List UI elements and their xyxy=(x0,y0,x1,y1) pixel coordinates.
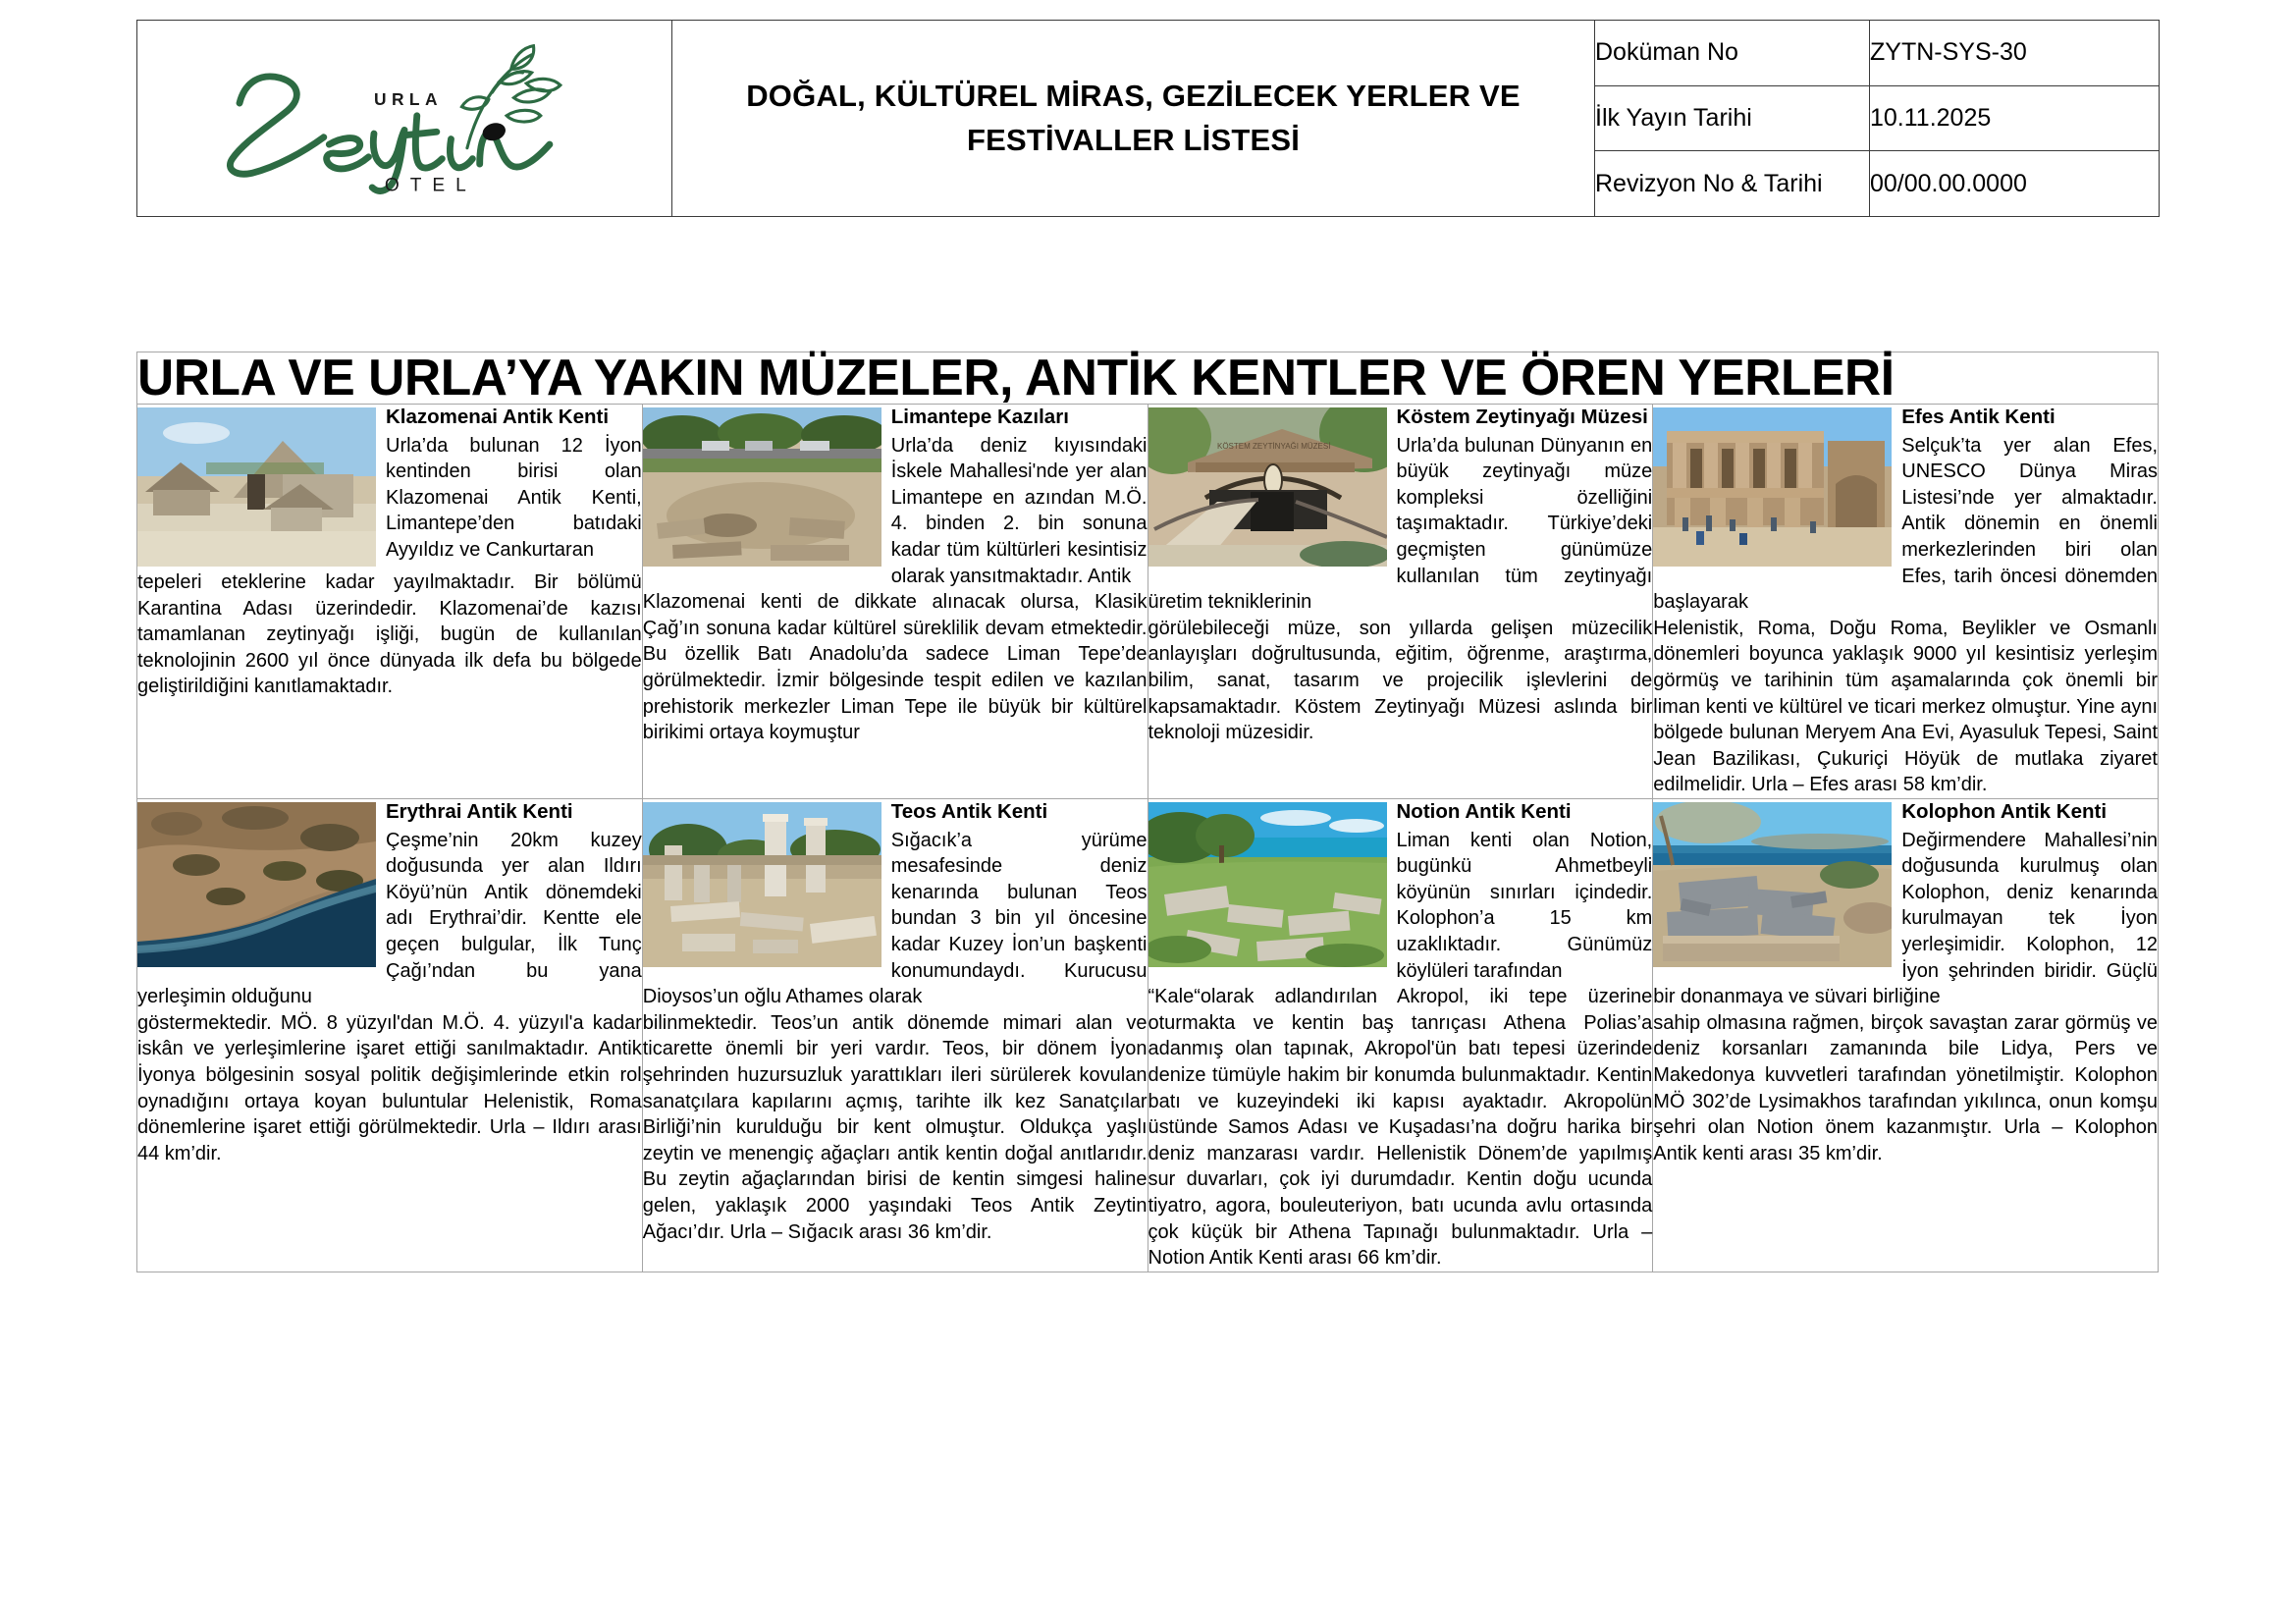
section-banner-cell xyxy=(137,352,2159,405)
entry-rest: bilinmektedir. Teos’un antik dönemde mimari alan ve ticarette önemli bir yeri vardır. Teos, bir dönem İyon şehrinden huzursuzluk yarattıkları ileri sürülerek kovulan sanatçılara kapılarını açmış, tarihte ilk kez Sanatçılar Birliği’nin kurulduğu bir kent olmuştur. Oldukça yaşlı zeytin ve menengiç ağaçları antik kentin doğal anıtlarıdır. Bu zeytin ağaçlarından birisi de kentin simgesi haline gelen, yaklaşık 2000 yaşındaki Teos Antik Zeytin Ağacı’dır. Urla – Sığacık arası 36 km’dir. xyxy=(642,1011,1148,1243)
entry-title: Notion Antik Kenti xyxy=(1396,799,1572,823)
entry-kolophon xyxy=(1653,798,2159,1272)
table-row xyxy=(137,798,2159,1272)
notion-photo xyxy=(1148,802,1387,967)
entry-title: Efes Antik Kenti xyxy=(1901,406,2056,428)
svg-text:KÖSTEM ZEYTİNYAĞI MÜZESİ: KÖSTEM ZEYTİNYAĞI MÜZESİ xyxy=(1216,442,1330,451)
logo-otel-text: OTEL xyxy=(384,175,477,196)
meta-value-revizyon-no: 00/00.00.0000 xyxy=(1870,151,2160,217)
section-title: URLA VE URLA’YA YAKIN MÜZELER, ANTİK KENTLER VE ÖREN YERLERİ xyxy=(137,350,1895,406)
klazomenai-photo xyxy=(137,407,376,567)
kolophon-photo xyxy=(1653,802,1892,967)
entry-teos xyxy=(642,798,1148,1272)
erythrai-photo-icon xyxy=(137,802,376,967)
kostem-museum-photo xyxy=(1148,407,1387,567)
entry-intro: Çeşme’nin 20km kuzey doğusunda yer alan Ildırı Köyü’nün Antik dönemdeki adı Erythrai’dir. Kentte ele geçen bulgular, İlk Tunç Çağı’ndan bu yana yerleşimin olduğunu xyxy=(137,829,642,1008)
entry-intro: Sığacık’a yürüme mesafesinde deniz kenarında bulunan Teos bundan 3 bin yıl öncesine kadar Kuzey İon’un başkenti konumundaydı. Kurucusu Dioysos’un oğlu Athames olarak xyxy=(642,829,1148,1008)
limantepe-photo-icon xyxy=(643,407,881,567)
entry-title: Klazomenai Antik Kenti xyxy=(386,406,610,428)
entry-rest: göstermektedir. MÖ. 8 yüzyıl'dan M.Ö. 4. yüzyıl'a kadar iskân ve yerleşimlerine işaret ettiği sanılmaktadır. Antik İyonya bölgesinin sosyal politik değişimlerinde etkin rol oynadığını ortaya koyan buluntular Helenistik, Roma dönemlerine işaret ettiği görülmektedir. Urla – Ildırı arası 44 km’dir. xyxy=(137,1011,642,1164)
entry-intro: Liman kenti olan Notion, bugünkü Ahmetbeyli köyünün sınırları içindedir. Kolophon’a 15 km uzaklıktadır. Günümüz köylüleri tarafından xyxy=(1396,829,1653,982)
limantepe-photo xyxy=(643,407,881,567)
entry-rest: Klazomenai kenti de dikkate alınacak olursa, Klasik Çağ’ın sonuna kadar kültürel süreklilik devam etmektedir. Bu özellik Batı Anadolu’da sadece Liman Tepe’de görülmektedir. İzmir bölgesinde tespit edilen ve kazılan prehistorik merkezler Liman Tepe ile büyük bir kültürel birikimi ortaya koymuştur xyxy=(642,591,1148,744)
efes-photo xyxy=(1653,407,1892,567)
erythrai-photo xyxy=(137,802,376,967)
entry-limantepe xyxy=(642,405,1148,799)
entry-erythrai xyxy=(137,798,643,1272)
meta-label-dokuman-no: Doküman No xyxy=(1595,21,1870,86)
hotel-logo xyxy=(137,27,671,210)
entry-rest: Helenistik, Roma, Doğu Roma, Beylikler ve Osmanlı dönemleri boyunca yaklaşık 9000 yıl kesintisiz yerleşim görmüş ve tarihinin tüm aşamalarında çok önemli bir liman kenti ve kültürel ve ticari merkez olmuştur. Yine aynı bölgede bulunan Meryem Ana Evi, Ayasuluk Tepesi, Saint Jean Bazilikası, Çukuriçi Höyük de mutlaka ziyaret edilmelidir. Urla – Efes arası 58 km’dir. xyxy=(1653,617,2158,796)
places-table xyxy=(136,352,2159,1272)
entry-klazomenai xyxy=(137,405,643,799)
teos-photo xyxy=(643,802,881,967)
section-banner-row xyxy=(137,352,2159,405)
entry-efes xyxy=(1653,405,2159,799)
entry-intro: Urla’da deniz kıyısındaki İskele Mahallesi'nde yer alan Limantepe en azından M.Ö. 4. binden 2. bin sonuna kadar tüm kültürleri kesintisiz olarak yansıtmaktadır. Antik xyxy=(890,434,1148,587)
kolophon-photo-icon xyxy=(1653,802,1892,967)
entry-rest: sahip olmasına rağmen, birçok savaştan zarar görmüş ve deniz korsanları zamanında bile Lidya, Pers ve Makedonya kuvvetleri tarafından yönetilmiştir. Kolophon MÖ 302’de Lysimakhos tarafından yıkılınca, onun komşu şehri olan Notion önem kazanmıştır. Urla – Kolophon Antik kenti arası 35 km’dir. xyxy=(1653,1011,2158,1164)
document-header-table xyxy=(136,20,2160,217)
logo-cell xyxy=(137,21,672,217)
table-row xyxy=(137,405,2159,799)
kostem-museum-photo-icon xyxy=(1148,407,1387,567)
entry-title: Limantepe Kazıları xyxy=(890,406,1069,428)
zeytin-otel-logo-icon xyxy=(198,27,611,200)
entry-rest: görülebileceği müze, son yıllarda gelişen müzecilik anlayışları doğrultusunda, eğitim, öğrenme, araştırma, bilim, sanat, tasarım ve projecilik işlevlerini de kapsamaktadır. Köstem Zeytinyağı Müzesi aslında bir teknoloji müzesidir. xyxy=(1148,617,1653,744)
entry-title: Kolophon Antik Kenti xyxy=(1901,799,2108,823)
klazomenai-photo-icon xyxy=(137,407,376,567)
entry-rest: tepeleri eteklerine kadar yayılmaktadır. Bir bölümü Karantina Adası üzerindedir. Klazomenai’de kazısı tamamlanan zeytinyağı işliği, bugün de kullanılan teknolojinin 2600 yıl önce dünyada ilk defa bu bölgede geliştirildiğini kanıtlamaktadır. xyxy=(137,571,642,698)
entry-intro: Urla’da bulunan 12 İyon kentinden birisi olan Klazomenai Antik Kenti, Limantepe’den batıdaki Ayyıldız ve Cankurtaran xyxy=(386,434,642,562)
meta-value-ilk-yayin-tarihi: 10.11.2025 xyxy=(1870,85,2160,151)
entry-kostem xyxy=(1148,405,1653,799)
entry-title: Köstem Zeytinyağı Müzesi xyxy=(1396,406,1648,428)
document-title-cell xyxy=(672,21,1595,217)
entry-title: Teos Antik Kenti xyxy=(890,799,1048,823)
logo-urla-text: URLA xyxy=(373,88,444,109)
efes-photo-icon xyxy=(1653,407,1892,567)
meta-label-ilk-yayin-tarihi: İlk Yayın Tarihi xyxy=(1595,85,1870,151)
entry-notion xyxy=(1148,798,1653,1272)
entry-rest: “Kale“olarak adlandırılan Akropol, iki tepe üzerine oturmakta ve kentin baş tanrıçası Athena Polias’a adanmış olan tapınak, Akropol'ün batı tepesi üzerinde denize tümüyle hakim bir konumda bulunmaktadır. Kentin batı ve kuzeyindeki iki kapısı ayaktadır. Akropolün üstünde Samos Adası ve Kuşadası’na doğru harika bir deniz manzarası vardır. Hellenistik Dönem’de yapılmış sur duvarları, çok iyi durumdadır. Kentin doğu ucunda tiyatro, agora, bouleuteriyon, batı ucunda avlu ortasında çok küçük bir Athena Tapınağı bulunmaktadır. Urla – Notion Antik Kenti arası 66 km’dir. xyxy=(1148,986,1653,1270)
entry-intro: Urla’da bulunan Dünyanın en büyük zeytinyağı müze kompleksi özelliğini taşımaktadır. Türkiye’deki geçmişten günümüze kullanılan tüm zeytinyağı üretim tekniklerinin xyxy=(1148,434,1653,614)
notion-photo-icon xyxy=(1148,802,1387,967)
entry-intro: Değirmendere Mahallesi’nin doğusunda kurulmuş olan Kolophon, deniz kenarında kurulmayan tek İyon yerleşimidir. Kolophon, 12 İyon şehrinden biridir. Güçlü bir donanmaya ve süvari birliğine xyxy=(1653,829,2158,1008)
teos-photo-icon xyxy=(643,802,881,967)
entry-title: Erythrai Antik Kenti xyxy=(386,799,573,823)
document-title: DOĞAL, KÜLTÜREL MİRAS, GEZİLECEK YERLER VE FESTİVALLER LİSTESİ xyxy=(746,79,1521,157)
entry-intro: Selçuk’ta yer alan Efes, UNESCO Dünya Miras Listesi’nde yer almaktadır. Antik dönemin en önemli merkezlerinden biri olan Efes, tarih öncesi dönemden başlayarak xyxy=(1653,434,2158,614)
meta-label-revizyon-no: Revizyon No & Tarihi xyxy=(1595,151,1870,217)
meta-value-dokuman-no: ZYTN-SYS-30 xyxy=(1870,21,2160,86)
